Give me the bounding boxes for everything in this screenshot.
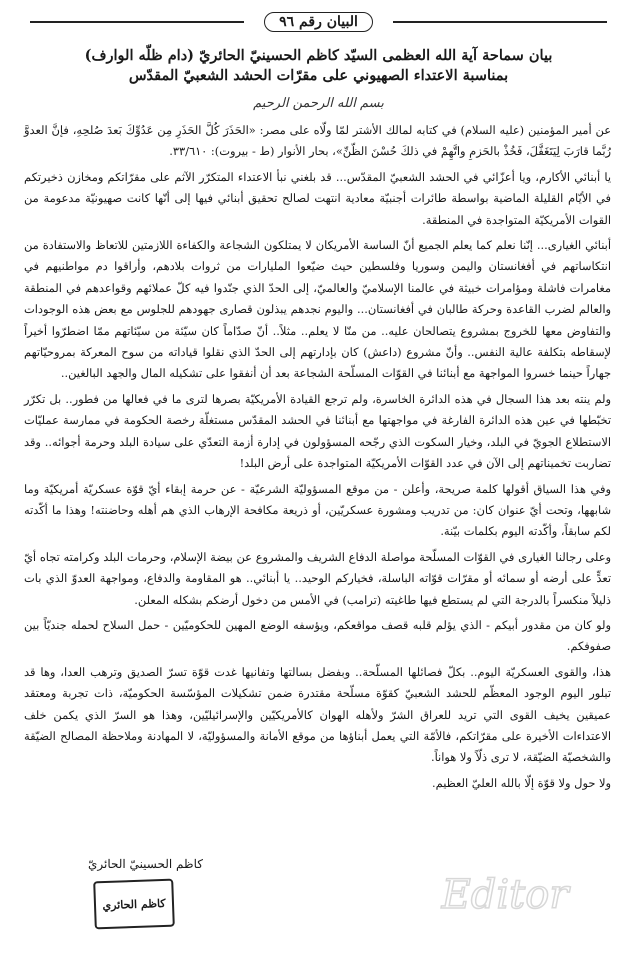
basmala-calligraphy: بسم الله الرحمن الرحيم: [253, 96, 384, 111]
paragraph: أبنائي الغيارى... إنّنا نعلم كما يعلم الجميع أنّ الساسة الأمريكان لا يمتلكون الشجاعة والكفاءة اللازمتين للاتعاظ والاستفادة من انتكاساتهم في أفغانستان واليمن وسوريا وفلسطين حيث ضيّعوا المليارات من ثروات بلادهم، وأراقوا دم مواطنيهم في مغامرات فاشلة ومؤامرات خبيثة في عالمنا الإسلاميّ والعالميّ، إلى الحدّ الذي جنّدوا فيه كلّ عملائهم وقواعدهم في المنطقة والعالم لضرب القاعدة وحركة طالبان في أفغانستان... واليوم نجدهم يبذلون قصارى جهودهم للجلوس مع بعض هذه الوجودات والتفاوض معها للخروج بمشروع يتصالحان عليه.. من منّا لا يعلم.. مثلاً.. أنّ صدّاماً كان سيّئة من سيّئاتهم ممّا اضطرّوا أخيراً لإسقاطه بتكلفة عالية النفس.. وأنّ مشروع (داعش) كان بإدارتهم إلى الحدّ الذي نقلوا قياداته من سوح المعركة بمروحيّاتهم جهاراً حينما خسروا المواجهة مع أبنائنا في القوّات المسلّحة الشجاعة بعد أن أنفقوا على تشكيله المال والجهد البالغين..: [24, 238, 611, 381]
paragraph: ولم ينته بعد هذا السجال في هذه الدائرة الخاسرة، ولم ترجع القيادة الأمريكيّة بصرها لترى ما في فعالها من فطور.. بل تكرّر تخبّطها في عين هذه الدائرة الفارغة في مواجهتها مع أبنائنا في الحشد المقدّس مستغلّة رخصة الحكومة في ممارسة عمليّات الاستطلاع الجويّ في البلد، وخيار السكوت الذي رجّحه المسؤولون في إدارة أزمة التعدّي على سيادة البلد وحرمة أجوائه.. وقد تضاربت تخميناتهم إلى الآن في عدد القوّات الأمريكيّة المتواجدة على أرض البلد!: [24, 391, 611, 471]
statement-number-label: البيان رقم ٩٦: [264, 12, 373, 32]
editor-watermark-logo: [420, 850, 590, 940]
stamp-text: كاظم الحائري: [102, 896, 166, 912]
statement-title-line2: بمناسبة الاعتداء الصهيوني على مقرّات الحشد الشعبيّ المقدّس: [128, 67, 509, 84]
paragraph: هذا، والقوى العسكريّة اليوم.. بكلّ فصائلها المسلّحة.. وبفضل بسالتها وتفانيها غدت قوّة تسرّ الصديق وترهب العدا، وها قد تبلور اليوم الوجود المعظّم للحشد الشعبيّ كقوّة مسلّحة مقتدرة ضمن تشكيلات المؤسّسة الحكوميّة، ذات تجربة ومعتقد عميقين يخيف القوى التي تريد للعراق الشرّ ولأهله الهوان كالأمريكيّين والإسرائيليّين، وهذا هو السرّ الذي يكمن خلف الاعتداءات الأخيرة على مقرّاتكم، فالأمّة التي يعمل أبناؤها من موقع الأمانة والمسؤوليّة، لا المهادنة وملاحظة المصالح الضيّقة والشخصيّة الضيّقة، لا ترى ذلّاً ولا هواناً.: [24, 664, 611, 765]
paragraph: وعلى رجالنا الغيارى في القوّات المسلّحة مواصلة الدفاع الشريف والمشروع عن بيضة الإسلام، وحرمات البلد وكرامته تجاه أيّ تعدٍّ على أرضه أو سمائه أو مقرّات قوّاته الباسلة، فخياركم الوحيد.. يا أبنائي.. هو المقاومة والدفاع، ومواجهة العدوّ الذي بات ذليلاً منكسراً بالدرجة التي لم يستطع فيها طاغيته (ترامب) في الأمس من دخول أرضكم بشكله المعلن.: [24, 549, 611, 607]
closing-line: ولا حول ولا قوّة إلّا بالله العليّ العظيم.: [432, 775, 611, 790]
statement-title-line1: بيان سماحة آية الله العظمى السيّد كاظم الحسينيّ الحائريّ (دام ظلّه الوارف): [84, 47, 553, 64]
statement-body: [24, 120, 611, 798]
paragraph: يا أبنائي الأكارم، ويا أعزّائي في الحشد الشعبيّ المقدّس... قد بلغني نبأ الاعتداء المتكرّر الآثم على مقرّاتكم ومخازن ذخيرتكم في الأيّام القليلة الماضية بواسطة طائرات أجنبيّة معادية انتهت لصالح تحقيق أبنائي فيها إلى أنّها كانت صهيونيّة مدعومة من القوات الأمريكيّة المتواجدة في المنطقة.: [24, 169, 611, 227]
header-rule-left: [30, 21, 244, 23]
paragraph-quote: عن أمير المؤمنين (عليه السلام) في كتابه لمالك الأشتر لمّا ولّاه على مصر: «الحَذَرَ كُلَّ الحَذَرِ مِن عَدُوِّكَ بَعدَ صُلحِهِ، فإنَّ العدوَّ رُبَّما قارَبَ لِيَتَغَفَّلَ، فَخُذْ بالحَزمِ واتَّهِمْ في ذلكَ حُسْنَ الظّنِّ»، بحار الأنوار (ط - بيروت): ٣٣/٦١٠.: [24, 123, 611, 159]
signature-stamp: [93, 879, 175, 930]
statement-number-header: [0, 10, 637, 34]
watermark-text: Editor: [441, 872, 569, 918]
header-rule-right: [393, 21, 607, 23]
paragraph: ولو كان من مقدور أبيكم - الذي يؤلم قلبه قصف مواقعكم، ويؤسفه الوضع المهين للحكوميّين - حمل السلاح لحمله جنديّاً بين صفوفكم.: [24, 617, 611, 654]
paragraph: وفي هذا السياق أقولها كلمة صريحة، وأعلن - من موقع المسؤوليّة الشرعيّة - عن حرمة إبقاء أيّ قوّة عسكريّة أمريكيّة وما شابهها، وتحت أيّ عنوان كان: من تدريب ومشورة عسكريّين، أو ذريعة مكافحة الإرهاب الذي هم أهله وحاضنته! وهذا ما أكّدته لكم سابقاً، وأكّدته اليوم بكلمات بيّنة.: [24, 481, 611, 539]
signer-name: كاظم الحسينيّ الحائريّ: [88, 857, 203, 871]
